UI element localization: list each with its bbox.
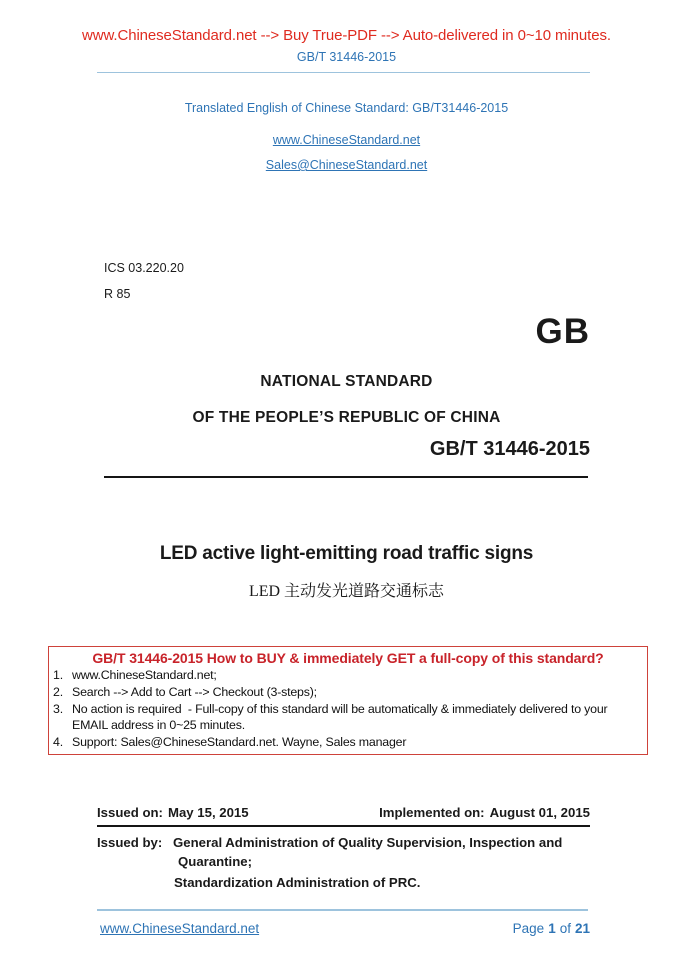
header-standard-code: GB/T 31446-2015	[296, 50, 397, 64]
promo-banner: www.ChineseStandard.net --> Buy True-PDF --> Auto-delivered in 0~10 minutes.	[82, 27, 611, 44]
buy-step-number: 1.	[53, 668, 63, 682]
page-indicator	[513, 921, 590, 936]
issued-on-value: May 15, 2015	[167, 805, 249, 820]
footer-site-link[interactable]: www.ChineseStandard.net	[100, 921, 260, 936]
email-link-row	[0, 156, 693, 174]
issued-by-line2: Quarantine;	[178, 854, 253, 869]
ics-code: ICS 03.220.20	[104, 261, 184, 275]
implemented-on-label: Implemented on:	[379, 805, 485, 820]
site-link[interactable]: www.ChineseStandard.net	[272, 133, 421, 147]
buy-instructions-box	[48, 646, 648, 755]
buy-box-title: GB/T 31446-2015 How to BUY & immediately GET a full-copy of this standard?	[92, 650, 604, 666]
gb-logo: GB	[535, 312, 590, 351]
buy-step-text: Search --> Add to Cart --> Checkout (3-steps);	[72, 684, 317, 699]
buy-step-4	[53, 734, 643, 751]
issued-by-line3: Standardization Administration of PRC.	[174, 875, 421, 890]
buy-step-number: 3.	[53, 701, 63, 716]
buy-step-text: www.ChineseStandard.net;	[72, 668, 217, 682]
buy-step-number: 2.	[53, 684, 63, 699]
page-current: 1	[548, 921, 556, 936]
document-title-en: LED active light-emitting road traffic signs	[159, 543, 534, 564]
republic-heading: OF THE PEOPLE’S REPUBLIC OF CHINA	[192, 409, 501, 426]
dates-divider	[97, 825, 590, 827]
issued-by-line1: General Administration of Quality Supervision, Inspection and	[173, 835, 563, 850]
issued-by-row	[97, 833, 657, 852]
page-word: Page	[512, 921, 545, 936]
buy-step-1	[53, 667, 643, 684]
of-word: of	[559, 921, 571, 936]
standard-code: GB/T 31446-2015	[429, 438, 590, 460]
issued-on-label: Issued on:	[97, 805, 163, 820]
buy-step-text: Support: Sales@ChineseStandard.net. Wayne, Sales manager	[72, 735, 407, 750]
email-link[interactable]: Sales@ChineseStandard.net	[265, 158, 428, 172]
buy-step-text: No action is required - Full-copy of this standard will be automatically & immediately delivered to your EMAIL address in 0~25 minutes.	[72, 701, 611, 733]
classification-code: R 85	[104, 287, 131, 301]
header-divider	[97, 72, 590, 73]
issued-by-label: Issued by:	[97, 835, 163, 850]
implemented-on-value: August 01, 2015	[489, 805, 590, 820]
implemented-on	[379, 805, 590, 820]
national-standard-heading: NATIONAL STANDARD	[260, 373, 433, 390]
site-link-row	[0, 131, 693, 149]
issued-on	[97, 805, 249, 820]
page-total: 21	[574, 921, 590, 936]
translated-note: Translated English of Chinese Standard: GB/T31446-2015	[184, 101, 509, 115]
issued-by-block	[97, 833, 657, 892]
document-title-zh: LED 主动发光道路交通标志	[248, 583, 445, 600]
buy-step-number: 4.	[53, 735, 63, 750]
footer-divider	[97, 909, 588, 911]
buy-step-3	[53, 701, 643, 735]
standard-code-divider	[104, 476, 588, 478]
buy-step-2	[53, 684, 643, 701]
